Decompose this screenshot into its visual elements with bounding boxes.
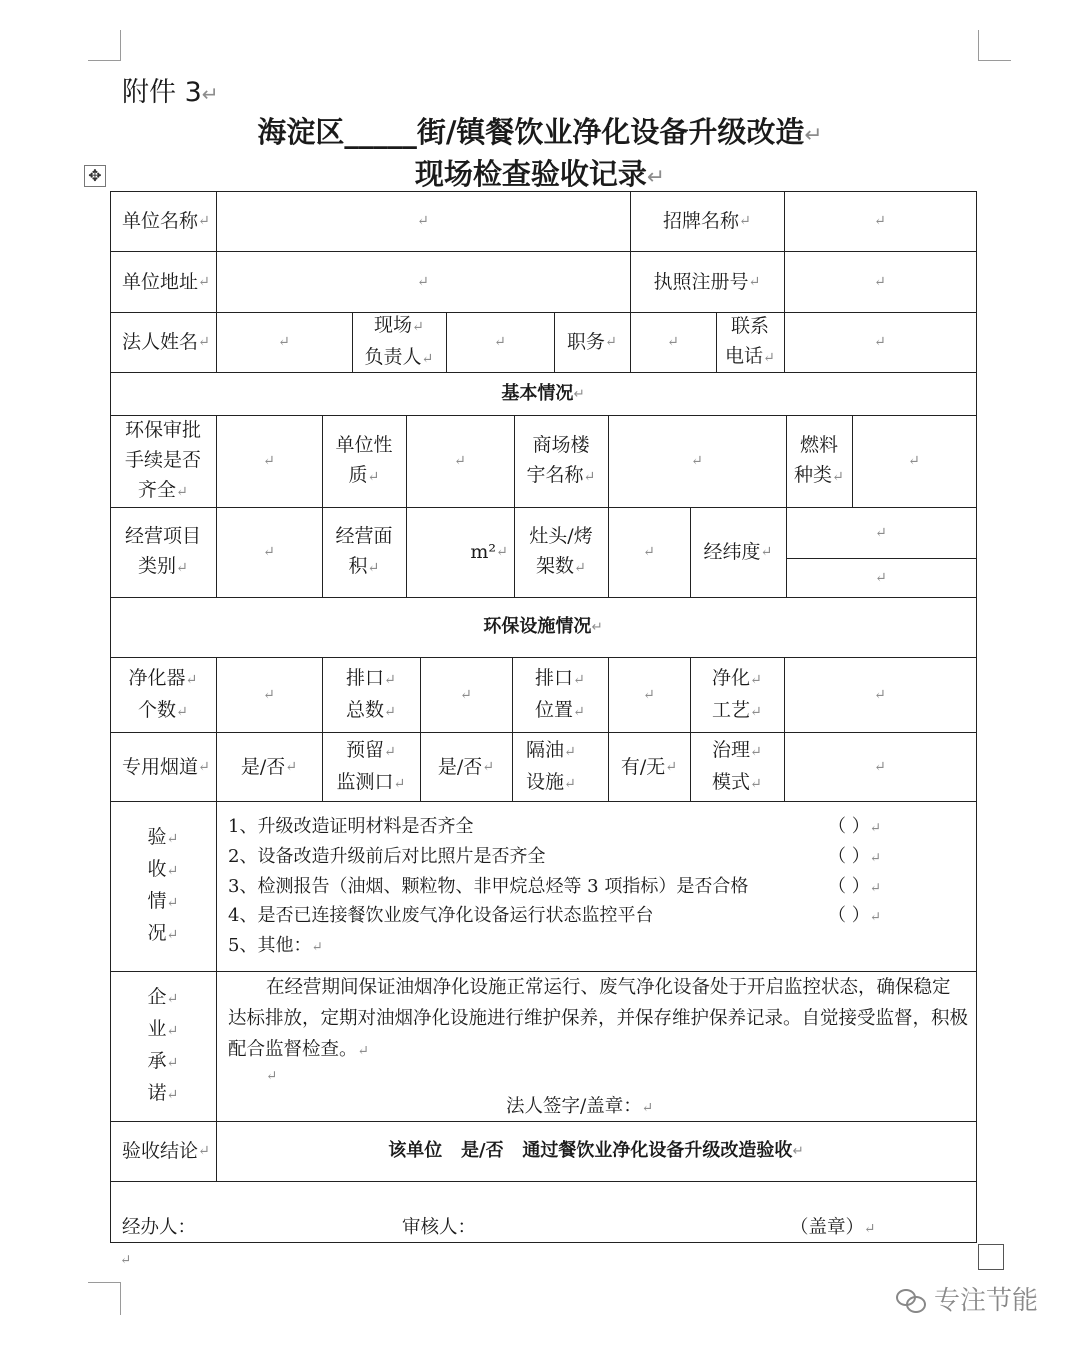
field-outlet-total[interactable]: ↵ bbox=[460, 686, 472, 703]
seal-label[interactable]: （盖章）↵ bbox=[790, 1217, 876, 1238]
section-basic-info: 基本情况 ↵ bbox=[501, 382, 585, 404]
acceptance-item-3: 3、检测报告（油烟、颗粒物、非甲烷总烃等 3 项指标）是否合格 bbox=[228, 876, 749, 897]
attachment-label: 附件 3↵ bbox=[122, 77, 219, 108]
document-title-line2: 现场检查验收记录↵ bbox=[414, 157, 666, 191]
trailing-paragraph-mark: ↵ bbox=[120, 1252, 132, 1268]
field-legal-person[interactable]: ↵ bbox=[278, 334, 290, 350]
crop-mark-top-right bbox=[978, 30, 1011, 61]
section-env-facilities: 环保设施情况 ↵ bbox=[483, 616, 603, 637]
field-mall-name[interactable]: ↵ bbox=[691, 453, 703, 469]
field-position[interactable]: ↵ bbox=[667, 334, 679, 350]
label-oil-separator: 隔油↵ 设施↵ bbox=[526, 738, 576, 793]
acceptance-conclusion-text[interactable]: 该单位 是/否 通过餐饮业净化设备升级改造验收 ↵ bbox=[388, 1140, 804, 1161]
label-purification-process: 净化↵ 工艺↵ bbox=[712, 666, 762, 721]
field-dedicated-flue[interactable]: 是/否 ↵ bbox=[240, 755, 298, 778]
label-stove-count: 灶头/烤 架数↵ bbox=[529, 525, 593, 577]
watermark: 专注节能 bbox=[896, 1280, 1038, 1317]
legal-signature-label[interactable]: 法人签字/盖章：↵ bbox=[506, 1096, 654, 1117]
label-business-category: 经营项目 类别↵ bbox=[124, 525, 201, 577]
field-sign-name[interactable]: ↵ bbox=[874, 213, 886, 229]
field-longitude[interactable]: ↵ bbox=[875, 524, 887, 541]
wechat-icon bbox=[896, 1287, 926, 1311]
label-outlet-total: 排口↵ 总数↵ bbox=[346, 666, 396, 721]
grid-line-h bbox=[110, 801, 977, 802]
acceptance-check-1[interactable]: （ ）↵ bbox=[828, 816, 882, 837]
label-position: 职务 ↵ bbox=[567, 331, 617, 353]
label-license-no: 执照注册号 ↵ bbox=[653, 270, 761, 293]
handler-label[interactable]: 经办人： bbox=[122, 1217, 197, 1238]
crop-mark-top-left bbox=[88, 30, 121, 61]
label-unit-address: 单位地址 ↵ bbox=[122, 270, 210, 293]
document-title-line1: 海淀区_____街/镇餐饮业净化设备升级改造↵ bbox=[257, 115, 823, 149]
label-unit-nature: 单位性 质↵ bbox=[335, 434, 393, 486]
label-dedicated-flue: 专用烟道 ↵ bbox=[122, 755, 210, 778]
commitment-blank-line: ↵ bbox=[266, 1068, 278, 1084]
label-enterprise-commitment: 企↵ 业↵ 承↵ 诺↵ bbox=[147, 986, 179, 1104]
field-fuel-type[interactable]: ↵ bbox=[908, 453, 920, 469]
field-contact-phone[interactable]: ↵ bbox=[874, 334, 886, 350]
field-oil-separator[interactable]: 有/无 ↵ bbox=[620, 755, 678, 778]
label-contact-phone: 联系 电话↵ bbox=[725, 315, 775, 367]
acceptance-item-4: 4、是否已连接餐饮业废气净化设备运行状态监控平台 bbox=[228, 905, 654, 926]
label-fuel-type: 燃料 种类↵ bbox=[794, 434, 844, 486]
label-business-area: 经营面 积↵ bbox=[335, 525, 393, 577]
field-stove-count[interactable]: ↵ bbox=[643, 544, 655, 560]
field-purifier-count[interactable]: ↵ bbox=[263, 686, 275, 703]
label-treatment-mode: 治理↵ 模式↵ bbox=[712, 738, 762, 793]
acceptance-check-2[interactable]: （ ）↵ bbox=[828, 846, 882, 867]
grid-line-h bbox=[110, 1181, 977, 1182]
field-latitude[interactable]: ↵ bbox=[875, 569, 887, 586]
field-business-area[interactable]: m² ↵ bbox=[470, 541, 508, 563]
label-acceptance-status: 验↵ 收↵ 情↵ 况↵ bbox=[147, 826, 179, 944]
field-business-category[interactable]: ↵ bbox=[263, 544, 275, 560]
field-unit-nature[interactable]: ↵ bbox=[454, 453, 466, 469]
label-onsite-manager: 现场↵ 负责人↵ bbox=[364, 314, 434, 368]
commitment-text: 在经营期间保证油烟净化设施正常运行、废气净化设备处于开启监控状态，确保稳定达标排放，定期对油烟净化设施进行维护保养，并保存维护保养记录。自觉接受监督，积极配合监督检查。↵ bbox=[228, 977, 969, 1060]
label-unit-name: 单位名称 ↵ bbox=[122, 210, 210, 232]
field-eia-approval[interactable]: ↵ bbox=[263, 453, 275, 469]
resize-handle[interactable] bbox=[978, 1244, 1004, 1270]
grid-line-v bbox=[976, 191, 977, 1243]
acceptance-check-4[interactable]: （ ）↵ bbox=[828, 905, 882, 926]
label-longitude-latitude: 经纬度 ↵ bbox=[703, 541, 773, 563]
label-eia-approval: 环保审批 手续是否 齐全↵ bbox=[124, 419, 201, 501]
label-outlet-position: 排口↵ 位置↵ bbox=[535, 666, 585, 721]
field-unit-address[interactable]: ↵ bbox=[417, 273, 429, 290]
acceptance-check-3[interactable]: （ ）↵ bbox=[828, 876, 882, 897]
crop-mark-bottom-left bbox=[88, 1282, 121, 1315]
field-purification-process[interactable]: ↵ bbox=[874, 686, 886, 703]
field-onsite-manager[interactable]: ↵ bbox=[494, 334, 506, 350]
move-arrows-icon[interactable]: ✥ bbox=[84, 165, 106, 187]
field-treatment-mode[interactable]: ↵ bbox=[874, 758, 886, 775]
label-reserved-monitor-port: 预留↵ 监测口↵ bbox=[336, 738, 406, 793]
field-outlet-position[interactable]: ↵ bbox=[643, 686, 655, 703]
reviewer-label[interactable]: 审核人： bbox=[402, 1217, 477, 1238]
acceptance-item-5: 5、其他：↵ bbox=[228, 935, 323, 956]
label-sign-name: 招牌名称 ↵ bbox=[663, 210, 751, 232]
field-unit-name[interactable]: ↵ bbox=[417, 213, 429, 229]
label-mall-name: 商场楼 宇名称↵ bbox=[526, 434, 596, 486]
label-purifier-count: 净化器↵ 个数↵ bbox=[128, 666, 198, 721]
field-reserved-monitor-port[interactable]: 是/否 ↵ bbox=[437, 755, 495, 778]
field-license-no[interactable]: ↵ bbox=[874, 273, 886, 290]
label-acceptance-conclusion: 验收结论 ↵ bbox=[122, 1140, 210, 1162]
label-legal-person: 法人姓名 ↵ bbox=[122, 331, 210, 353]
acceptance-item-2: 2、设备改造升级前后对比照片是否齐全 bbox=[228, 846, 546, 867]
acceptance-item-1: 1、升级改造证明材料是否齐全 bbox=[228, 816, 474, 837]
